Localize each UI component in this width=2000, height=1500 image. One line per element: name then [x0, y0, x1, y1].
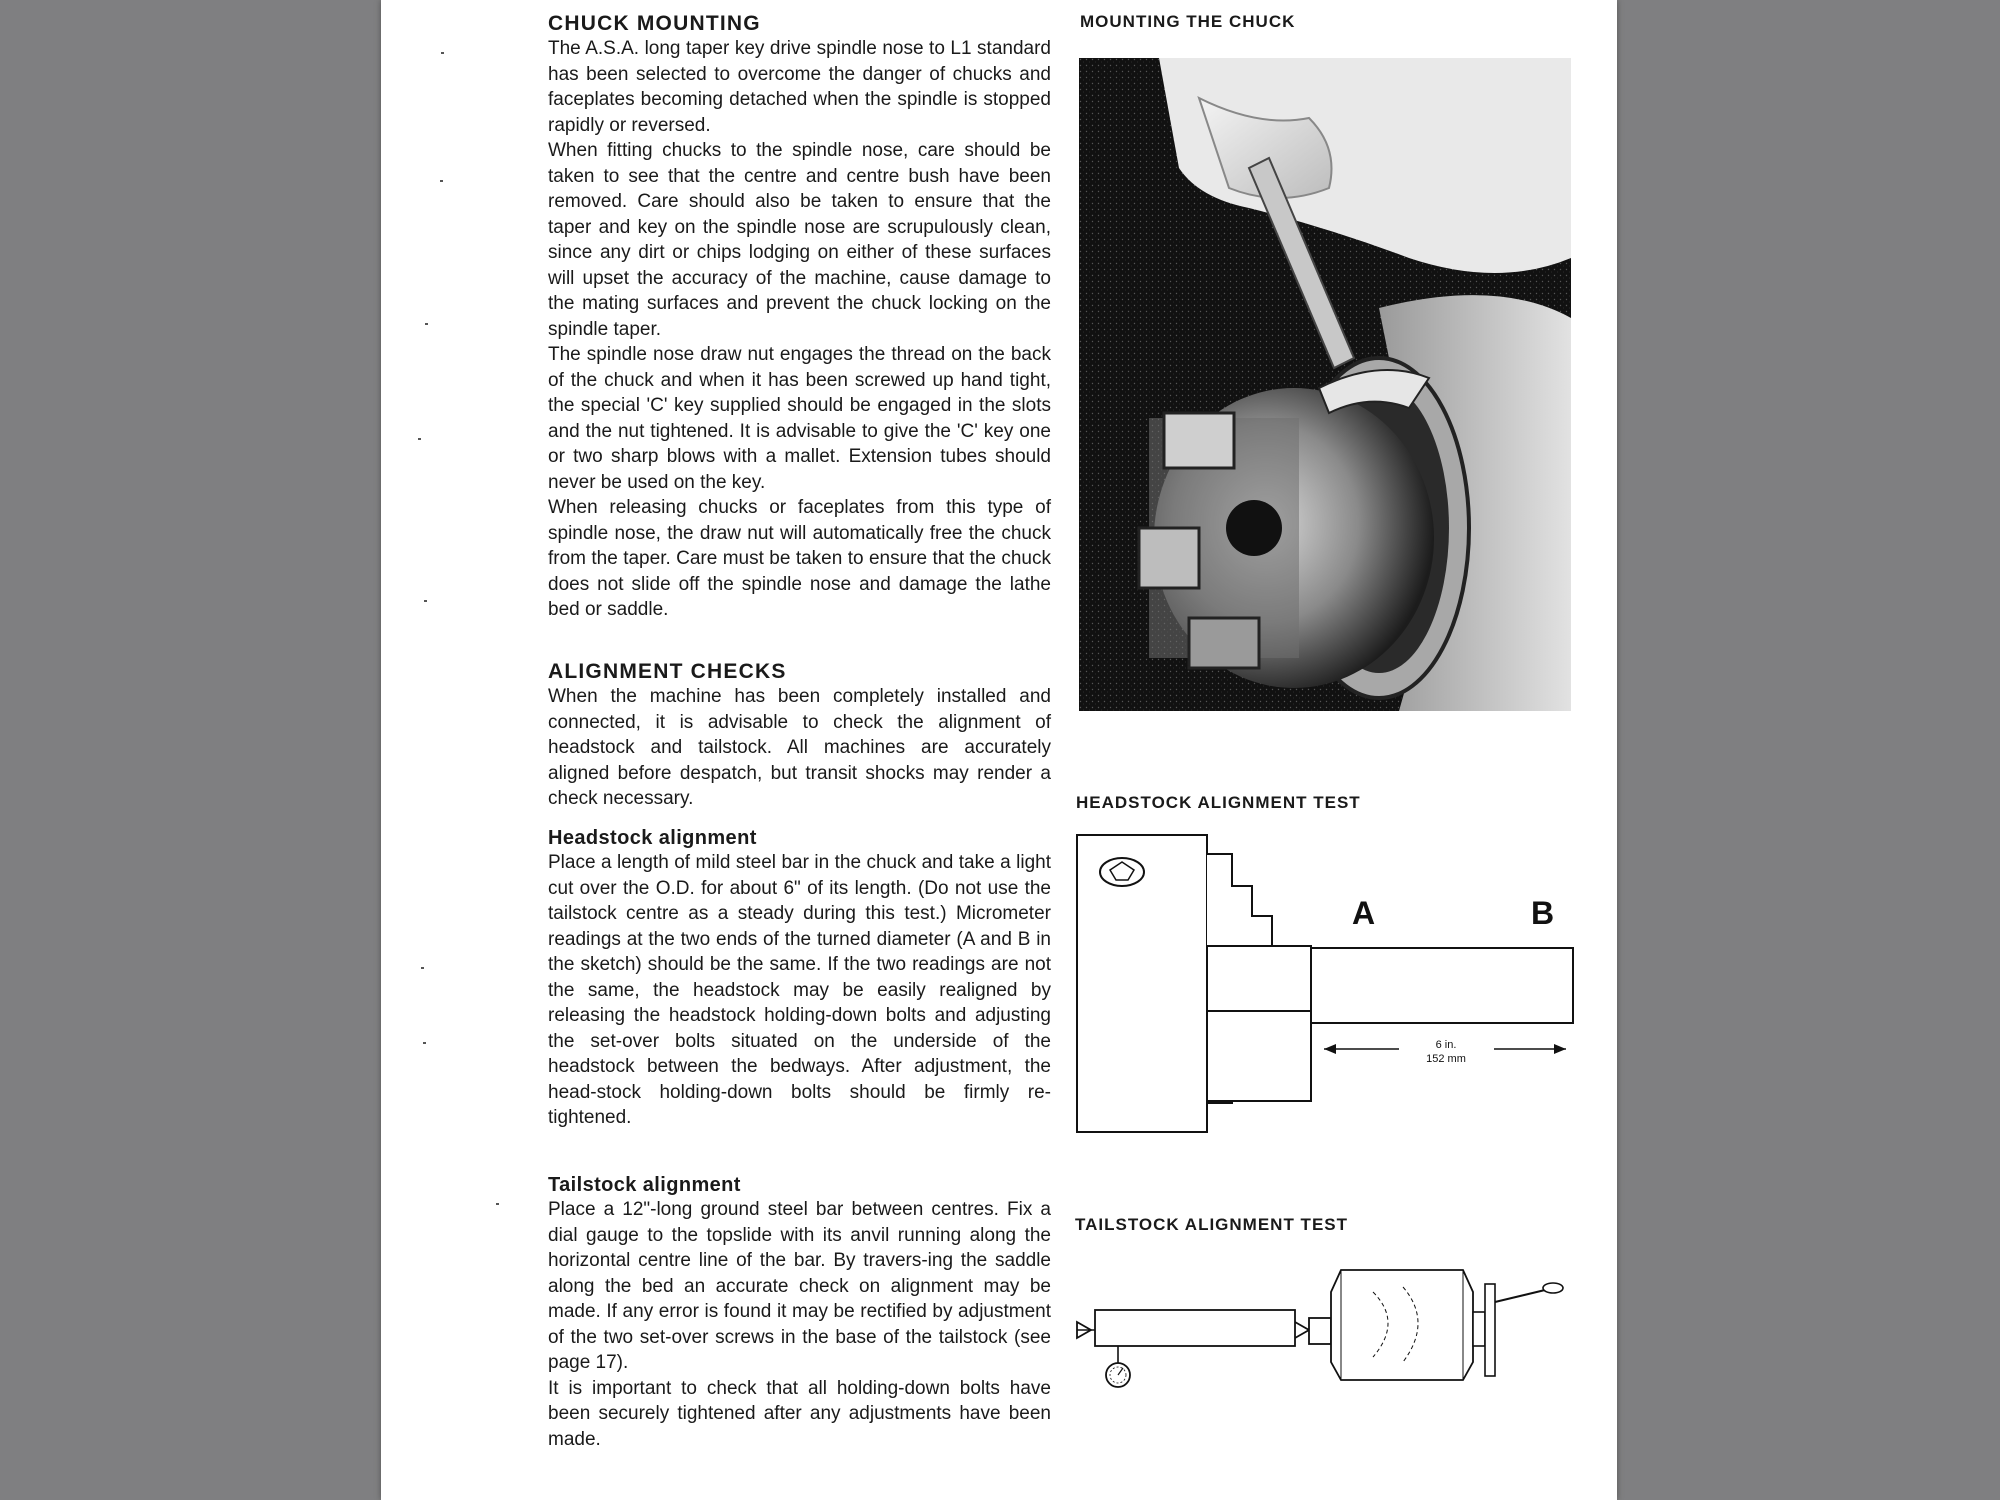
test-bar: [1095, 1310, 1295, 1346]
chuck-paragraph-3: The spindle nose draw nut engages the thread on the back of the chuck and when it has been screwed up hand tight, the special 'C' key supplied should be engaged in the slots and the nut tightened. It is advisable to give the 'C' key one or two sharp blows with a mallet. Extension tubes should never be used on the key.: [548, 344, 1051, 493]
headstock-diagram-svg: [1074, 828, 1574, 1138]
headstock-alignment-heading: Headstock alignment: [548, 827, 757, 849]
headstock-diagram: [1074, 828, 1574, 1138]
alignment-paragraph: When the machine has been completely installed and connected, it is advisable to check the alignment of headstock and tailstock. All machines are accurately aligned before despatch, but transit shocks may render a check necessary.: [548, 686, 1051, 809]
chuck-mounting-heading: CHUCK MOUNTING: [548, 12, 761, 35]
headstock-block: [1077, 835, 1207, 1132]
headstock-caption: HEADSTOCK ALIGNMENT TEST: [1076, 793, 1361, 812]
headstock-paragraph: Place a length of mild steel bar in the chuck and take a light cut over the O.D. for about 6" of its length. (Do not use the tailstock centre as a steady during this test.) Micrometer readings at the two ends of the turned diameter (A and B in the sketch) should be the same. If the two readings are not the same, the headstock may be easily realigned by releasing the headstock holding-down bolts and adjusting the set-over bolts situated on the underside of the headstock between the bedways. After adjustment, the head-stock holding-down bolts should be firmly re-tightened.: [548, 852, 1051, 1128]
chuck-mounting-photo: [1079, 58, 1571, 711]
tailstock-paragraph-2: It is important to check that all holding-down bolts have been securely tightened after any adjustments have been made.: [548, 1377, 1051, 1450]
alignment-checks-heading: ALIGNMENT CHECKS: [548, 660, 787, 683]
tailstock-diagram: [1073, 1262, 1583, 1392]
tailstock-diagram-svg: [1073, 1262, 1583, 1392]
dimension-mm: 152 mm: [1426, 1053, 1466, 1065]
tailstock-body: [1331, 1270, 1473, 1380]
steel-bar: [1311, 948, 1573, 1023]
dimension-inches: 6 in.: [1435, 1039, 1457, 1051]
photo-caption: MOUNTING THE CHUCK: [1080, 12, 1296, 31]
chuck-paragraph-1: The A.S.A. long taper key drive spindle nose to L1 standard has been selected to overcome the danger of chucks and faceplates becoming detached when the spindle is stopped rapidly or reversed.: [548, 38, 1051, 136]
chuck-photo-illustration: [1079, 58, 1571, 711]
tailstock-caption: TAILSTOCK ALIGNMENT TEST: [1075, 1215, 1349, 1234]
chuck-paragraph-2: When fitting chucks to the spindle nose, care should be taken to see that the centre and centre bush have been removed. Care should also be taken to ensure that the taper and key on the spindle nose are scrupulously clean, since any dirt or chips lodging on either of these surfaces will upset the accuracy of the machine, cause damage to the mating surfaces and prevent the chuck locking on the spindle taper.: [548, 140, 1051, 340]
label-a: A: [1352, 895, 1376, 931]
tailstock-alignment-heading: Tailstock alignment: [548, 1174, 741, 1196]
tailstock-paragraph-1: Place a 12"-long ground steel bar between centres. Fix a dial gauge to the topslide with its anvil running along the horizontal centre line of the bar. By travers-ing the saddle along the bed an accurate check on alignment may be made. If any error is found it may be rectified by adjustment of the two set-over screws in the base of the tailstock (see page 17).: [548, 1199, 1051, 1373]
handwheel-handle-icon: [1543, 1283, 1563, 1293]
document-page: [381, 0, 1617, 1500]
handwheel: [1485, 1284, 1495, 1376]
chuck-paragraph-4: When releasing chucks or faceplates from this type of spindle nose, the draw nut will automatically free the chuck from the taper. Care must be taken to ensure that the chuck does not slide off the spindle nose and damage the lathe bed or saddle.: [548, 497, 1051, 620]
label-b: B: [1531, 895, 1555, 931]
